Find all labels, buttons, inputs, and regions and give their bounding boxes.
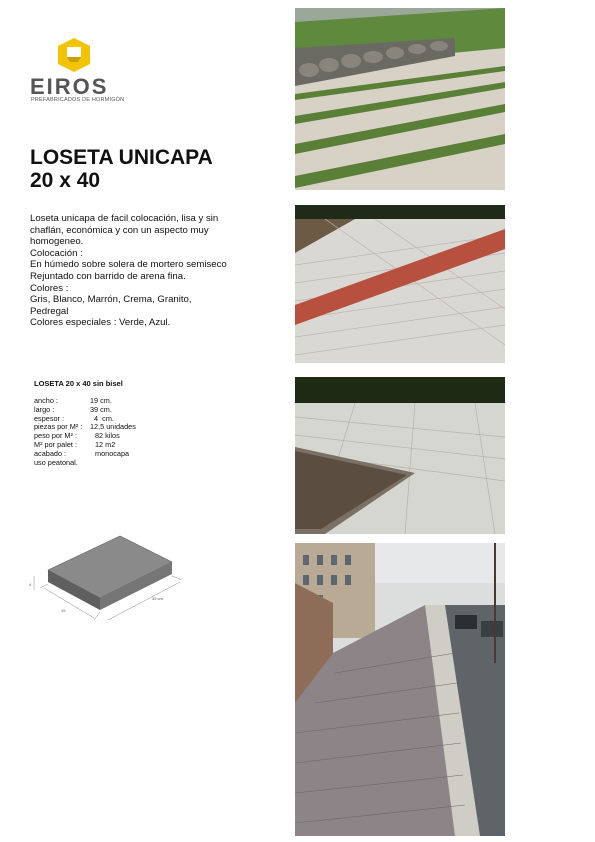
spec-value: 82 kilos [95, 431, 120, 441]
title-line-2: 20 x 40 [30, 169, 101, 192]
stepping-path-lawn-photo [295, 8, 505, 190]
description-line: Colores : [30, 282, 69, 294]
description-line: Pedregal [30, 305, 69, 317]
spec-label: piezas por M² : [34, 422, 83, 432]
sidewalk-street-photo [295, 543, 505, 836]
tile-dimension-drawing [24, 528, 194, 640]
spec-value: 19 cm. [90, 396, 112, 405]
spec-label: M² por palet : [34, 439, 77, 449]
brand-tagline: PREFABRICADOS DE HORMIGÓN [31, 97, 125, 103]
description-line: Loseta unicapa de facil colocación, lisa y sin [30, 213, 219, 224]
dimension-width-label: 19 [61, 608, 66, 613]
brand-name: EIROS [30, 74, 109, 99]
eiros-logo-mark-icon [58, 38, 90, 72]
description-line: chaflán, económica y con un aspecto muy [30, 224, 209, 236]
spec-label: peso por M² : [34, 431, 77, 441]
spec-value: 39 cm. [90, 404, 112, 414]
spec-value: monocapa [95, 448, 130, 458]
spec-value: 12 m2 [95, 439, 116, 449]
paved-plaza-red-stripe-photo [295, 205, 505, 363]
spec-label: ancho : [34, 396, 58, 405]
page-title [30, 146, 213, 192]
description-line: homogeneo. [30, 236, 84, 248]
title-line-1: LOSETA UNICAPA [30, 146, 213, 169]
spec-value: 12,5 unidades [90, 422, 136, 432]
spec-table [34, 397, 136, 467]
dimension-length-label: 39 cm. [152, 596, 165, 601]
dimension-thickness-label: 4 [29, 582, 32, 587]
description-line: En húmedo sobre solera de mortero semiseco [30, 259, 227, 271]
spec-label: acabado : [34, 448, 67, 458]
description-line: Colocación : [30, 247, 83, 259]
spec-value: 4 cm. [90, 413, 114, 423]
spec-label: espesor : [34, 413, 65, 423]
product-description [30, 213, 275, 329]
description-line: Gris, Blanco, Marrón, Crema, Granito, [30, 294, 192, 306]
spec-label: largo : [34, 404, 55, 414]
description-line: Rejuntado con barrido de arena fina. [30, 270, 186, 282]
spec-title: LOSETA 20 x 40 sin bisel [34, 379, 123, 388]
description-line: Colores especiales : Verde, Azul. [30, 317, 171, 329]
spec-row [34, 459, 136, 468]
spec-label: uso peatonal. [34, 457, 78, 467]
paved-plaza-planter-photo [295, 377, 505, 534]
